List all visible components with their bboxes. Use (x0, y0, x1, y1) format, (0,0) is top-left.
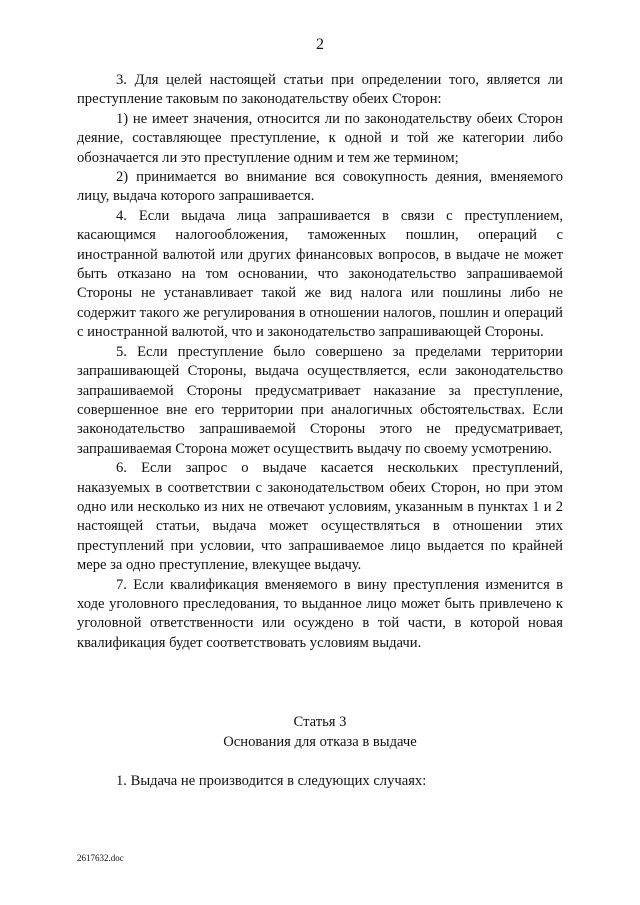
article-title: Основания для отказа в выдаче (223, 734, 417, 751)
paragraph-7: 7. Если квалификация вменяемого в вину преступления изменится в ходе уголовного преследования, то выданное лицо может быть привлечено к уголовной ответственности или осуждено в той части, в которой новая квалификация будет соответствовать условиям выдачи. (77, 576, 563, 651)
document-body (77, 71, 563, 653)
article-3-paragraph-1: 1. Выдача не производится в следующих случаях: (116, 773, 427, 789)
paragraph-3: 3. Для целей настоящей статьи при определении того, является ли преступление таковым по законодательству обеих Сторон: (77, 72, 563, 108)
paragraph-3-item-2: 2) принимается во внимание вся совокупность деяния, вменяемого лицу, выдача которого запрашивается. (77, 169, 563, 205)
article-number: Статья 3 (293, 714, 347, 730)
paragraph-6: 6. Если запрос о выдаче касается нескольких преступлений, наказуемых в соответствии с законодательством обеих Сторон, но при этом одно или несколько из них не отвечают условиям, указанным в пунктах 1 и 2 настоящей статьи, выдача может осуществляться в отношении этих преступлений при условии, что запрашиваемое лицо выдается по крайней мере за одно преступление, влекущее выдачу. (77, 460, 563, 574)
article-heading (0, 712, 640, 753)
paragraph-3-item-1: 1) не имеет значения, относится ли по законодательству обеих Сторон деяние, составляющее преступление, к одной и той же категории либо обозначается ли это преступление одним и тем же термином; (77, 110, 563, 166)
paragraph-5: 5. Если преступление было совершено за пределами территории запрашивающей Стороны, выдача осуществляется, если законодательство запрашиваемой Стороны предусматривает наказание за преступление, совершенное вне его территории при аналогичных обстоятельствах. Если законодательство запрашиваемой Стороны этого не предусматривает, запрашиваемая Сторона может осуществить выдачу по своему усмотрению. (77, 343, 563, 457)
page-number: 2 (316, 36, 324, 53)
paragraph-4: 4. Если выдача лица запрашивается в связи с преступлением, касающимся налогообложения, таможенных пошлин, операций с иностранной валютой или других финансовых вопросов, в выдаче не может быть отказано на том основании, что законодательство запрашиваемой Стороны не устанавливает такой же вид налога или пошлины либо не содержит такого же регулирования в отношении налогов, пошлин и операций с иностранной валютой, что и законодательство запрашивающей Стороны. (77, 207, 563, 341)
footer-filename: 2617632.doc (77, 853, 124, 863)
article-body (77, 772, 563, 791)
